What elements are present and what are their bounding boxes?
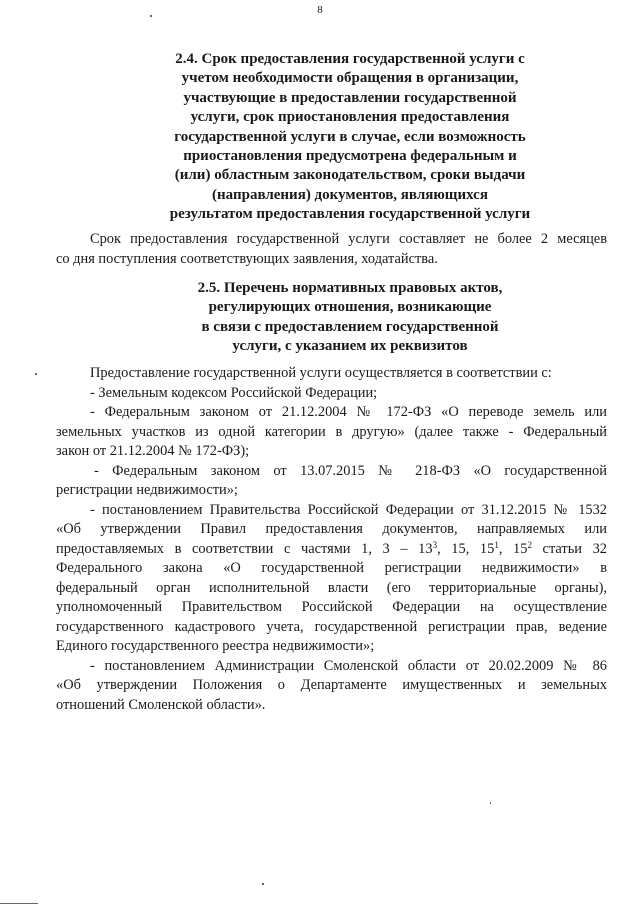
- list-item-line: Федерального закона «О государственной регистрации недвижимости» в: [56, 560, 607, 576]
- heading-line: 2.5. Перечень нормативных правовых актов,: [197, 280, 503, 296]
- list-item-line: - постановлением Администрации Смоленской области от 20.02.2009 № 86: [90, 657, 607, 674]
- list-item-line: - Федеральным законом от 13.07.2015 № 218-ФЗ «О государственной: [94, 462, 607, 479]
- list-item-line: - Федеральным законом от 21.12.2004 № 172-ФЗ «О переводе земель или: [90, 404, 607, 420]
- page-number: 8: [317, 4, 323, 16]
- section-2-5-heading: [60, 279, 640, 357]
- text-fragment: предоставляемых в соответствии с частями 1, 3 – 13: [56, 540, 433, 557]
- intro-line: Предоставление государственной услуги осуществляется в соответствии с:: [90, 365, 552, 381]
- list-item-line: «Об утверждении Положения о Департаменте имущественных и земельных: [56, 677, 607, 693]
- list-item-line: отношений Смоленской области».: [56, 696, 266, 713]
- section-2-4-paragraph: [56, 230, 607, 269]
- list-item-line: Единого государственного реестра недвижимости»;: [56, 638, 375, 654]
- text-fragment: , 15: [498, 540, 528, 557]
- scan-speck: [35, 373, 37, 375]
- heading-line: в связи с предоставлением государственной: [201, 318, 499, 335]
- list-item-line-with-superscripts: [56, 540, 607, 560]
- paragraph-line: Срок предоставления государственной услуги составляет не более 2 месяцев: [90, 231, 607, 247]
- superscript: 1: [494, 539, 499, 550]
- list-item-line: регистрации недвижимости»;: [56, 482, 238, 498]
- scan-speck: [262, 883, 264, 885]
- list-item-line: «Об утверждении Правил предоставления документов, направляемых или: [56, 521, 607, 537]
- heading-line: результатом предоставления государственной услуги: [169, 206, 531, 223]
- superscript: 2: [527, 539, 532, 550]
- scan-edge-mark: [0, 903, 38, 904]
- heading-line: регулирующих отношения, возникающие: [208, 299, 492, 316]
- paragraph-line: со дня поступления соответствующих заявления, ходатайства.: [56, 250, 438, 267]
- heading-line: приостановления предусмотрена федеральным и: [183, 148, 517, 165]
- list-item-line: земельных участков из одной категории в другую» (далее также - Федеральный: [56, 423, 607, 440]
- heading-line: услуги, срок приостановления предоставления: [190, 109, 510, 126]
- section-2-5-body: [56, 364, 607, 715]
- list-item-land-code: - Земельным кодексом Российской Федерации;: [90, 384, 378, 401]
- list-item-line: - постановлением Правительства Российской Федерации от 31.12.2015 № 1532: [90, 501, 607, 518]
- list-item-line: закон от 21.12.2004 № 172-ФЗ);: [56, 443, 250, 459]
- list-item-line: уполномоченный Правительством Российской Федерации на осуществление: [56, 599, 607, 615]
- text-fragment: , 15, 15: [437, 540, 495, 557]
- list-item-line: федеральный орган исполнительной власти (его территориальные органы),: [56, 579, 607, 596]
- section-2-4-heading: [60, 50, 640, 225]
- scan-speck: [150, 15, 152, 17]
- heading-line: 2.4. Срок предоставления государственной услуги с: [175, 51, 525, 67]
- list-item-line: государственного кадастрового учета, государственной регистрации прав, ведение: [56, 618, 607, 635]
- heading-line: (или) областным законодательством, сроки выдачи: [174, 167, 526, 184]
- text-fragment: статьи 32: [531, 540, 607, 557]
- heading-line: (направления) документов, являющихся: [212, 186, 488, 203]
- heading-line: услуги, с указанием их реквизитов: [232, 338, 468, 355]
- superscript: 3: [432, 539, 438, 550]
- heading-line: государственной услуги в случае, если возможность: [174, 128, 526, 145]
- scan-speck: [490, 802, 491, 804]
- heading-line: учетом необходимости обращения в организации,: [181, 70, 519, 87]
- heading-line: участвующие в предоставлении государственной: [183, 89, 517, 106]
